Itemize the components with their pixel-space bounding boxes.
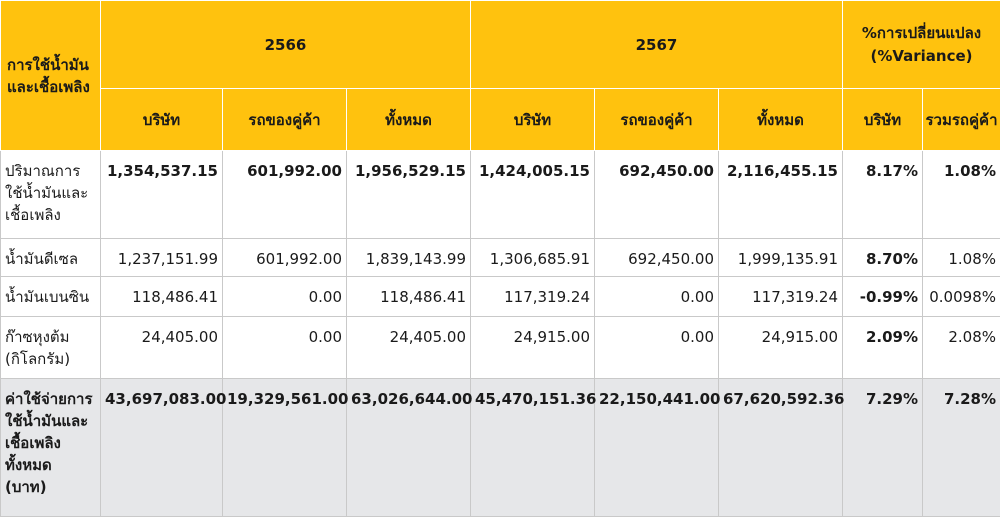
cell-2567-total: 67,620,592.36 [719,379,843,517]
cell-2567-total: 117,319.24 [719,277,843,317]
cell-2566-company: 24,405.00 [101,317,223,379]
header-variance-company: บริษัท [843,89,923,151]
cell-2567-partner: 22,150,441.00 [595,379,719,517]
cell-2567-partner: 0.00 [595,277,719,317]
cell-2566-partner: 601,992.00 [223,151,347,239]
cell-2567-company: 1,424,005.15 [471,151,595,239]
header-2566-partner: รถของคู่ค้า [223,89,347,151]
cell-2567-company: 1,306,685.91 [471,239,595,277]
cell-2567-total: 24,915.00 [719,317,843,379]
header-usage-label: การใช้น้ำมันและเชื้อเพลิง [1,1,101,151]
cell-2567-company: 24,915.00 [471,317,595,379]
cell-variance-company: 2.09% [843,317,923,379]
cell-2566-total: 1,956,529.15 [347,151,471,239]
cell-variance-company: 8.70% [843,239,923,277]
cell-2567-partner: 0.00 [595,317,719,379]
cell-2566-partner: 0.00 [223,317,347,379]
header-year-2566: 2566 [101,1,471,89]
row-label: น้ำมันเบนซิน [1,277,101,317]
cell-2567-partner: 692,450.00 [595,239,719,277]
header-2566-company: บริษัท [101,89,223,151]
cell-2567-company: 45,470,151.36 [471,379,595,517]
cell-2566-company: 43,697,083.00 [101,379,223,517]
cell-2567-partner: 692,450.00 [595,151,719,239]
cell-variance-partner: 0.0098% [923,277,1000,317]
cell-2567-total: 1,999,135.91 [719,239,843,277]
table-header [1,1,1000,151]
cell-2567-total: 2,116,455.15 [719,151,843,239]
cell-variance-company: -0.99% [843,277,923,317]
row-label: ปริมาณการใช้น้ำมันและเชื้อเพลิง [1,151,101,239]
header-2567-total: ทั้งหมด [719,89,843,151]
cell-2566-company: 1,237,151.99 [101,239,223,277]
cell-2567-company: 117,319.24 [471,277,595,317]
row-label: ค่าใช้จ่ายการใช้น้ำมันและเชื้อเพลิงทั้งหมด (บาท) [1,379,101,517]
table-body [1,151,1000,517]
cell-2566-total: 1,839,143.99 [347,239,471,277]
header-variance: %การเปลี่ยนแปลง (%Variance) [843,1,1000,89]
header-year-2567: 2567 [471,1,843,89]
cell-2566-partner: 601,992.00 [223,239,347,277]
table-row-lpg [1,317,1000,379]
table-row-total-cost [1,379,1000,517]
cell-variance-company: 7.29% [843,379,923,517]
cell-2566-partner: 19,329,561.00 [223,379,347,517]
header-2566-total: ทั้งหมด [347,89,471,151]
cell-variance-partner: 2.08% [923,317,1000,379]
table-row-diesel [1,239,1000,277]
cell-variance-partner: 7.28% [923,379,1000,517]
header-2567-partner: รถของคู่ค้า [595,89,719,151]
cell-variance-company: 8.17% [843,151,923,239]
row-label: ก๊าซหุงต้ม (กิโลกรัม) [1,317,101,379]
table-row-fuel-volume [1,151,1000,239]
table-row-benzine [1,277,1000,317]
cell-2566-total: 118,486.41 [347,277,471,317]
cell-2566-total: 63,026,644.00 [347,379,471,517]
cell-2566-company: 118,486.41 [101,277,223,317]
header-2567-company: บริษัท [471,89,595,151]
cell-variance-partner: 1.08% [923,239,1000,277]
cell-2566-company: 1,354,537.15 [101,151,223,239]
cell-2566-partner: 0.00 [223,277,347,317]
cell-2566-total: 24,405.00 [347,317,471,379]
row-label: น้ำมันดีเซล [1,239,101,277]
cell-variance-partner: 1.08% [923,151,1000,239]
header-variance-partner: รวมรถคู่ค้า [923,89,1000,151]
